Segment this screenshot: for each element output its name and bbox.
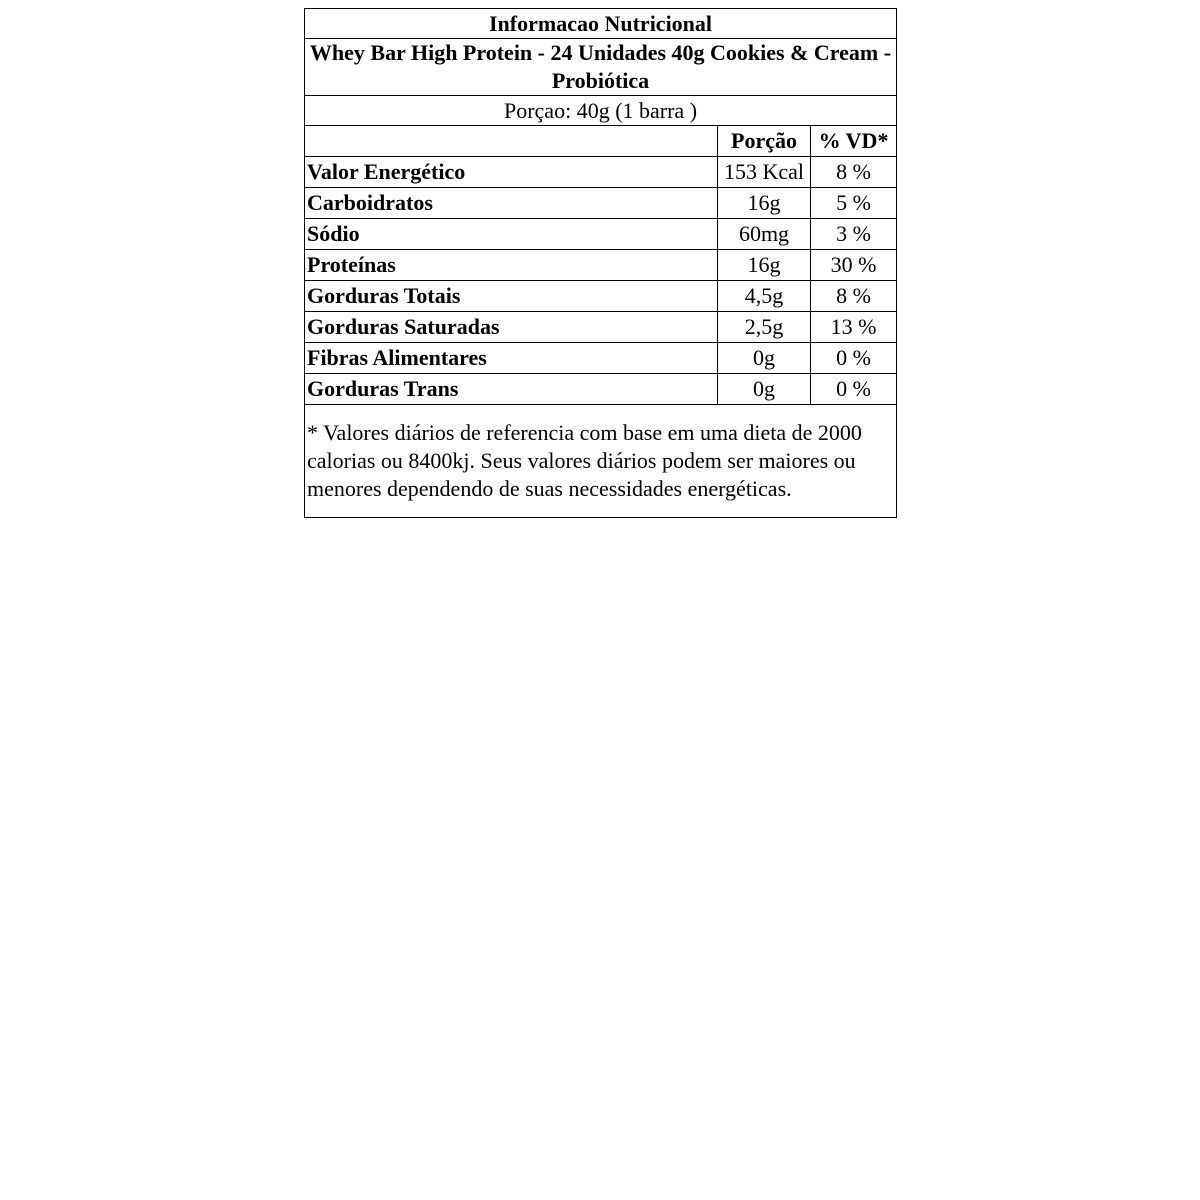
nutrient-daily-value: 0 % — [811, 343, 897, 374]
serving-row — [305, 96, 897, 126]
nutrient-daily-value: 8 % — [811, 281, 897, 312]
product-name-text: Whey Bar High Protein - 24 Unidades 40g Cookies & Cream - Probiótica — [309, 40, 892, 93]
nutrient-name: Carboidratos — [305, 188, 718, 219]
header-nutrient — [305, 126, 718, 157]
nutrient-portion: 0g — [718, 374, 811, 405]
column-header-row — [305, 126, 897, 157]
nutrient-name: Gorduras Saturadas — [305, 312, 718, 343]
nutrient-portion: 4,5g — [718, 281, 811, 312]
table-row — [305, 188, 897, 219]
nutrient-daily-value: 0 % — [811, 374, 897, 405]
nutrient-portion: 0g — [718, 343, 811, 374]
serving-size — [305, 96, 897, 126]
serving-size-text: Porçao: 40g (1 barra ) — [503, 97, 698, 123]
table-row — [305, 343, 897, 374]
nutrient-daily-value: 8 % — [811, 157, 897, 188]
nutrient-daily-value: 3 % — [811, 219, 897, 250]
nutrient-name: Gorduras Totais — [305, 281, 718, 312]
nutrient-name: Sódio — [305, 219, 718, 250]
nutrient-portion: 2,5g — [718, 312, 811, 343]
table-title — [305, 9, 897, 39]
nutrition-facts-table — [304, 8, 897, 518]
footnote-row — [305, 405, 897, 518]
nutrient-portion: 60mg — [718, 219, 811, 250]
header-daily-value: % VD* — [811, 126, 897, 157]
nutrient-portion: 16g — [718, 250, 811, 281]
nutrient-daily-value: 13 % — [811, 312, 897, 343]
table-row — [305, 374, 897, 405]
nutrient-daily-value: 30 % — [811, 250, 897, 281]
nutrient-name: Proteínas — [305, 250, 718, 281]
nutrient-name: Gorduras Trans — [305, 374, 718, 405]
nutrient-portion: 16g — [718, 188, 811, 219]
nutrient-name: Valor Energético — [305, 157, 718, 188]
nutrient-name: Fibras Alimentares — [305, 343, 718, 374]
table-title-text: Informacao Nutricional — [489, 10, 713, 36]
header-portion: Porção — [718, 126, 811, 157]
table-row — [305, 281, 897, 312]
table-row — [305, 312, 897, 343]
table-row — [305, 157, 897, 188]
table-row — [305, 219, 897, 250]
product-row — [305, 39, 897, 96]
title-row — [305, 9, 897, 39]
footnote: * Valores diários de referencia com base em uma dieta de 2000 calorias ou 8400kj. Seus valores diários podem ser maiores ou menores dependendo de suas necessidades energéticas. — [305, 405, 897, 518]
nutrient-portion: 153 Kcal — [718, 157, 811, 188]
product-name — [305, 39, 897, 96]
nutrient-daily-value: 5 % — [811, 188, 897, 219]
table-row — [305, 250, 897, 281]
